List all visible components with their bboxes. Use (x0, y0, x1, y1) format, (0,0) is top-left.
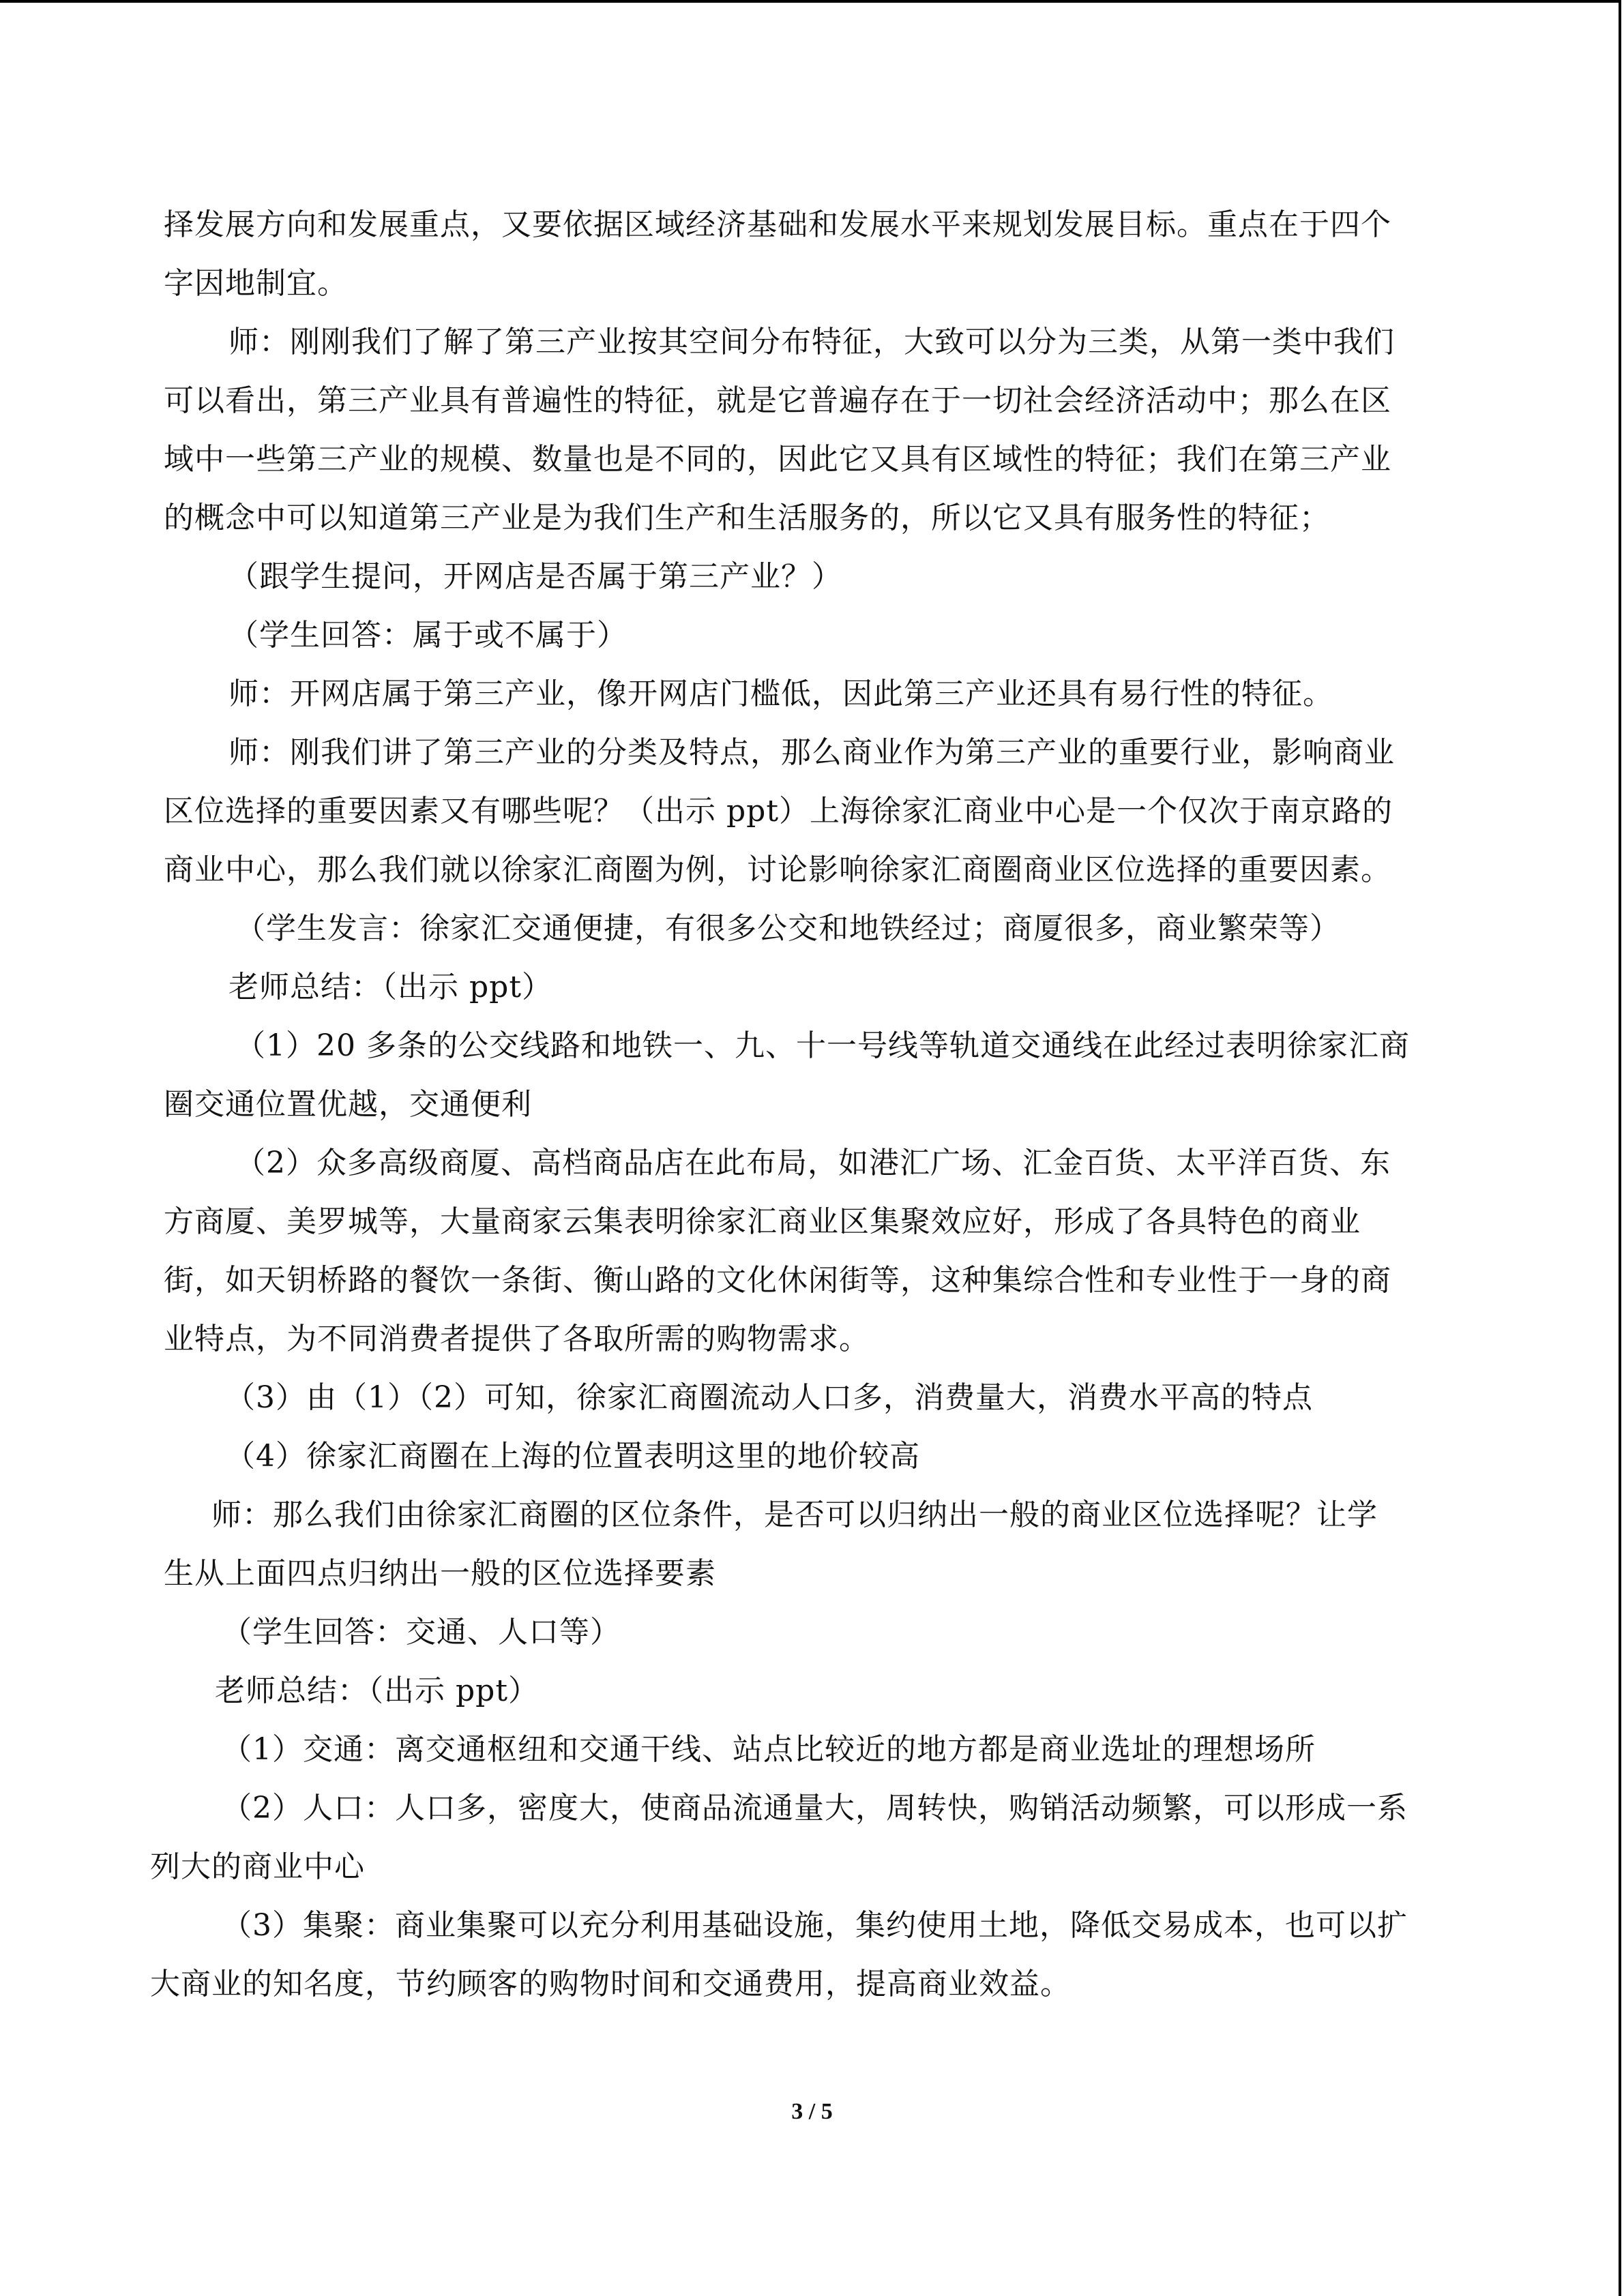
text-line: （2）人口：人口多，密度大，使商品流通量大，周转快，购销活动频繁，可以形成一系 (222, 1791, 1408, 1825)
text-line: 师：刚刚我们了解了第三产业按其空间分布特征，大致可以分为三类，从第一类中我们 (228, 325, 1395, 359)
page-number: 3 / 5 (791, 2099, 833, 2124)
text-line: （跟学生提问，开网店是否属于第三产业？） (228, 559, 842, 594)
text-line: 老师总结：（出示 ppt） (215, 1673, 539, 1708)
text-line: （1）20 多条的公交线路和地铁一、九、十一号线等轨道交通线在此经过表明徐家汇商 (235, 1028, 1410, 1063)
text-line: （1）交通：离交通枢纽和交通干线、站点比较近的地方都是商业选址的理想场所 (222, 1732, 1316, 1767)
text-line: （学生发言：徐家汇交通便捷，有很多公交和地铁经过；商厦很多，商业繁荣等） (235, 911, 1340, 946)
text-line: 街，如天钥桥路的餐饮一条街、衡山路的文化休闲街等，这种集综合性和专业性于一身的商 (164, 1263, 1391, 1298)
text-line: 方商厦、美罗城等，大量商家云集表明徐家汇商业区集聚效应好，形成了各具特色的商业 (164, 1204, 1361, 1239)
text-line: 字因地制宜。 (164, 266, 348, 301)
text-line: 圈交通位置优越，交通便利 (164, 1087, 532, 1122)
text-line: 可以看出，第三产业具有普遍性的特征，就是它普遍存在于一切社会经济活动中；那么在区 (164, 383, 1391, 418)
text-line: 商业中心，那么我们就以徐家汇商圈为例，讨论影响徐家汇商圈商业区位选择的重要因素。 (164, 852, 1391, 887)
text-line: （2）众多高级商厦、高档商品店在此布局，如港汇广场、汇金百货、太平洋百货、东 (235, 1146, 1391, 1180)
text-line: （3）由（1）（2）可知，徐家汇商圈流动人口多，消费量大，消费水平高的特点 (225, 1380, 1313, 1415)
text-line: 的概念中可以知道第三产业是为我们生产和生活服务的，所以它又具有服务性的特征； (164, 501, 1330, 535)
text-line: 区位选择的重要因素又有哪些呢？（出示 ppt）上海徐家汇商业中心是一个仅次于南京路的 (164, 794, 1393, 829)
text-line: （3）集聚：商业集聚可以充分利用基础设施，集约使用土地，降低交易成本，也可以扩 (222, 1908, 1408, 1943)
text-line: 师：那么我们由徐家汇商圈的区位条件，是否可以归纳出一般的商业区位选择呢？让学 (211, 1497, 1378, 1532)
text-line: （学生回答：属于或不属于） (228, 618, 628, 653)
text-line: 业特点，为不同消费者提供了各取所需的购物需求。 (164, 1322, 870, 1356)
text-line: 域中一些第三产业的规模、数量也是不同的，因此它又具有区域性的特征；我们在第三产业 (164, 442, 1391, 477)
text-line: （学生回答：交通、人口等） (222, 1615, 621, 1650)
text-line: 老师总结：（出示 ppt） (228, 970, 552, 1004)
text-line: 大商业的知名度，节约顾客的购物时间和交通费用，提高商业效益。 (150, 1967, 1071, 2001)
text-line: 师：刚我们讲了第三产业的分类及特点，那么商业作为第三产业的重要行业，影响商业 (228, 735, 1395, 770)
text-line: 列大的商业中心 (150, 1849, 365, 1884)
text-line: 生从上面四点归纳出一般的区位选择要素 (164, 1556, 716, 1591)
text-line: 师：开网店属于第三产业，像开网店门槛低，因此第三产业还具有易行性的特征。 (228, 676, 1333, 711)
text-line: 择发展方向和发展重点，又要依据区域经济基础和发展水平来规划发展目标。重点在于四个 (164, 207, 1391, 242)
text-line: （4）徐家汇商圈在上海的位置表明这里的地价较高 (225, 1439, 920, 1474)
